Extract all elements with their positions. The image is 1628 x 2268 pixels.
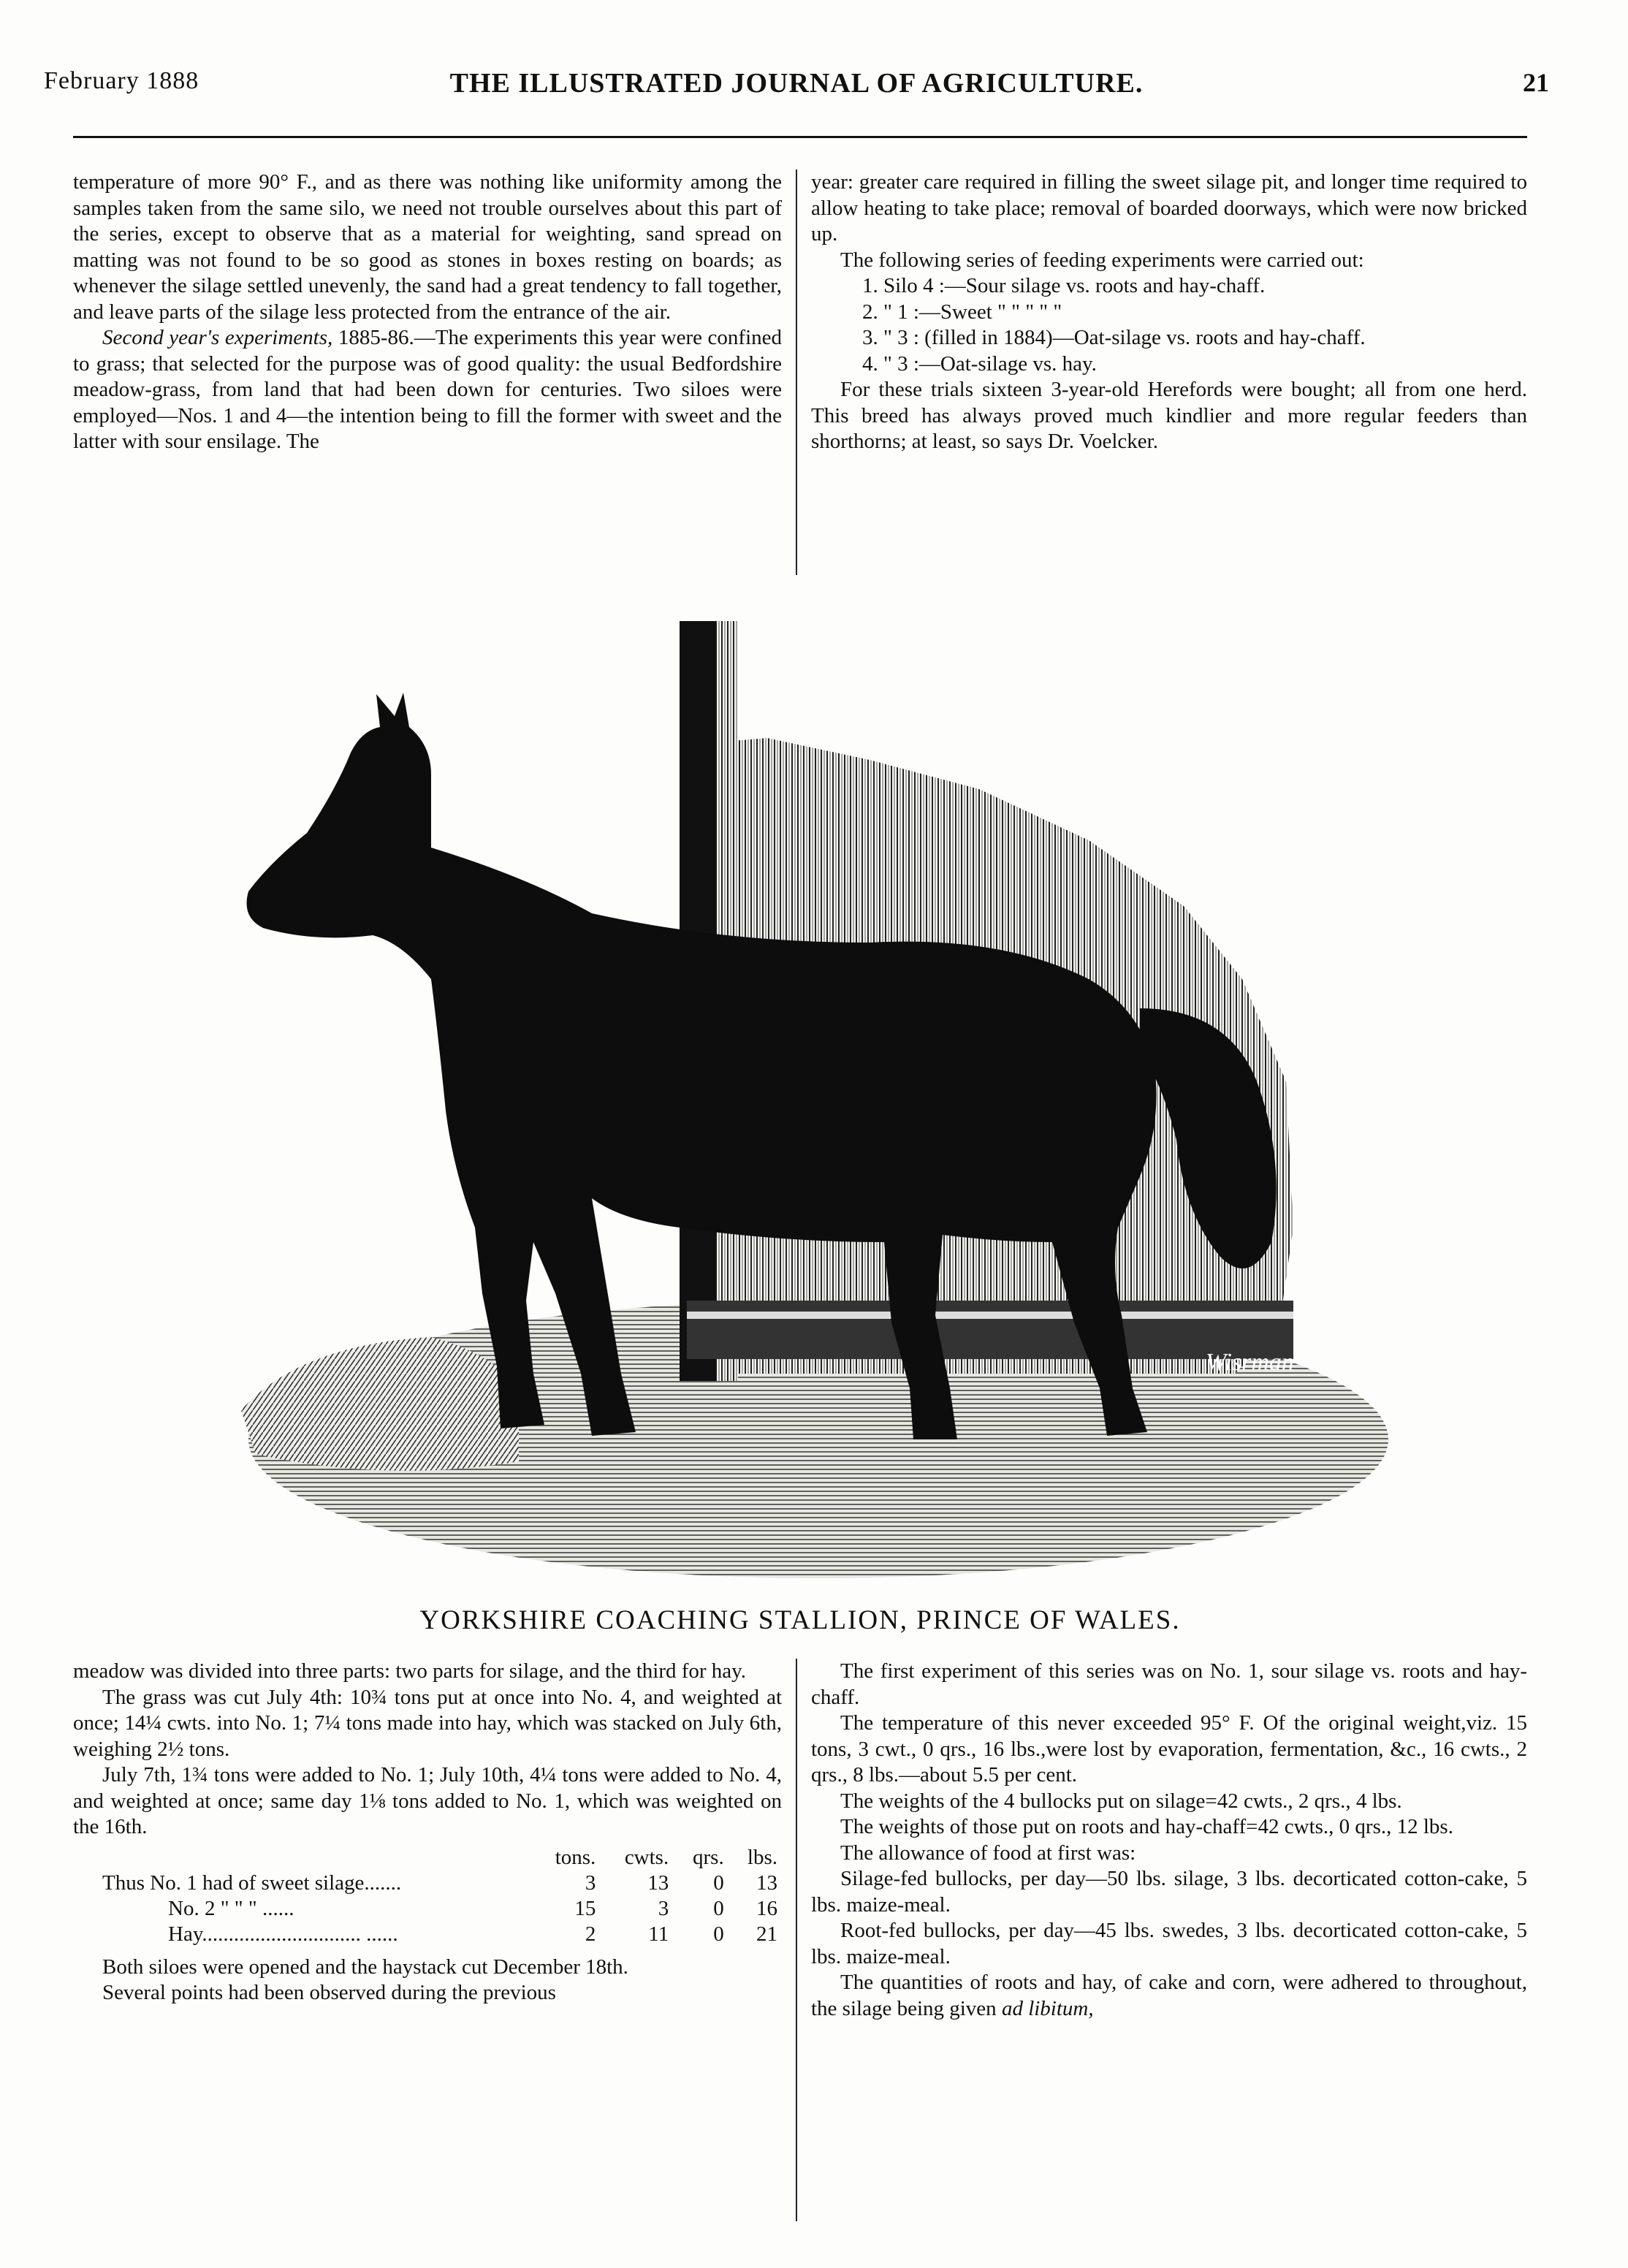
table-header-row (73, 1845, 782, 1871)
illustration-caption: YORKSHIRE COACHING STALLION, PRINCE OF WALES. (419, 1605, 1181, 1635)
column-rule (796, 1659, 797, 2221)
page-header (44, 67, 1549, 111)
engraver-signature: Wisrman (1206, 1349, 1294, 1376)
paragraph (811, 1970, 1527, 2022)
paragraph: The weights of the 4 bullocks put on silage=42 cwts., 2 qrs., 4 lbs. (840, 1789, 1402, 1813)
paragraph (73, 325, 782, 455)
paragraph: meadow was divided into three parts: two parts for silage, and the third for hay. (73, 1659, 747, 1683)
straw-pile (241, 1337, 519, 1471)
list-item: 1. Silo 4 :—Sour silage vs. roots and hay-chaff. (862, 274, 1266, 297)
table-cell: 3 (585, 1871, 596, 1895)
list-item: 2. " 1 :—Sweet " " " " " (862, 300, 1062, 324)
journal-title: THE ILLUSTRATED JOURNAL OF AGRICULTURE. (449, 68, 1144, 99)
table-row (73, 1922, 782, 1947)
paragraph: The allowance of food at first was: (840, 1841, 1136, 1865)
row-label: Hay.............................. ...... (168, 1922, 398, 1946)
italic-phrase: ad libitum, (1001, 1996, 1094, 2020)
column-rule (796, 170, 797, 575)
bottom-right-column (811, 1659, 1527, 2022)
table-cell: 0 (713, 1896, 724, 1920)
table-cell: 15 (574, 1896, 596, 1920)
paragraph: The temperature of this never exceeded 95° F. Of the original weight,viz. 15 tons, 3 cwt., 0 qrs., 16 lbs.,were lost by evaporation, fermentation, &c., 16 cwts., 2 qrs., 8 lbs.—about 5.5 per cent. (811, 1711, 1527, 1786)
paragraph: For these trials sixteen 3-year-old Herefords were bought; all from one herd. This breed has always proved much kindlier and more regular feeders than shorthorns; at least, so says Dr. Voelcker. (811, 378, 1527, 453)
list-item: 4. " 3 :—Oat-silage vs. hay. (862, 351, 1097, 376)
paragraph-text: 1885-86.—The experiments this year were confined to grass; that selected for the purpose was of good quality: the usual Bedfordshire meadow-grass, from land that had been down for centuries. Two siloes were employed—Nos. 1 and 4—the intention being to fill the former with sweet and the latter with sour ensilage. The (73, 326, 782, 453)
paragraph: Both siloes were opened and the haystack cut December 18th. (102, 1955, 628, 1979)
list-item: 3. " 3 : (filled in 1884)—Oat-silage vs. roots and hay-chaff. (862, 326, 1366, 349)
paragraph: year: greater care required in filling the sweet silage pit, and longer time required to allow heating to take place; removal of boarded doorways, which were now bricked up. (811, 170, 1527, 246)
paragraph: Several points had been observed during the previous (102, 1981, 556, 2004)
horse-illustration (212, 599, 1425, 1600)
paragraph: The first experiment of this series was on No. 1, sour silage vs. roots and hay-chaff. (811, 1659, 1527, 1709)
paragraph: Silage-fed bullocks, per day—50 lbs. silage, 3 lbs. decorticated cotton-cake, 5 lbs. maize-meal. (811, 1867, 1527, 1917)
table-cell: 0 (713, 1922, 724, 1946)
top-right-column (811, 170, 1527, 455)
paragraph: July 7th, 1¾ tons were added to No. 1; July 10th, 4¼ tons were added to No. 4, and weighted at once; same day 1⅛ tons added to No. 1, which was weighted on the 16th. (73, 1763, 782, 1838)
table-cell: 13 (756, 1871, 777, 1895)
table-cell: 2 (585, 1922, 596, 1946)
paragraph: Root-fed bullocks, per day—45 lbs. swedes, 3 lbs. decorticated cotton-cake, 5 lbs. maize-meal. (811, 1919, 1527, 1968)
base-board (687, 1301, 1293, 1359)
bottom-left-column (73, 1659, 782, 2006)
page-number: 21 (1523, 68, 1549, 97)
paragraph: The weights of those put on roots and hay-chaff=42 cwts., 0 qrs., 12 lbs. (840, 1815, 1453, 1838)
table-cell: 11 (648, 1922, 669, 1946)
paragraph: temperature of more 90° F., and as there was nothing like uniformity among the samples taken from the same silo, we need not trouble ourselves about this part of the series, except to observe that as a material for weighting, sand spread on matting was not found to be so good as stones in boxes resting on boards; as whenever the silage settled unevenly, the sand had a great tendency to fall together, and leave parts of the silage less protected from the entrance of the air. (73, 170, 782, 324)
table-cell: 13 (647, 1871, 669, 1895)
table-cell: 0 (713, 1871, 724, 1895)
top-left-column (73, 170, 782, 455)
experiment-list (811, 273, 1527, 377)
column-header: qrs. (693, 1845, 724, 1869)
italic-heading: Second year's experiments, (102, 326, 333, 349)
column-header: tons. (555, 1845, 596, 1869)
paragraph: The grass was cut July 4th: 10¾ tons put at once into No. 4, and weighted at once; 14¼ cwts. into No. 1; 7¼ tons made into hay, which was stacked on July 6th, weighing 2½ tons. (73, 1685, 782, 1761)
column-header: cwts. (624, 1845, 669, 1869)
row-label: No. 2 " " " ...... (168, 1896, 294, 1920)
silage-table (73, 1845, 782, 1947)
table-row (73, 1896, 782, 1922)
table-cell: 16 (756, 1896, 777, 1920)
table-row (73, 1871, 782, 1896)
table-cell: 21 (756, 1922, 777, 1946)
paragraph: The following series of feeding experiments were carried out: (840, 248, 1364, 272)
row-label: Thus No. 1 had of sweet silage....... (102, 1871, 402, 1895)
column-header: lbs. (747, 1845, 777, 1869)
table-cell: 3 (658, 1896, 669, 1920)
issue-date: February 1888 (44, 67, 199, 94)
header-rule (73, 136, 1527, 138)
paragraph-text: The quantities of roots and hay, of cake and corn, were adhered to throughout, the silage being given (811, 1971, 1527, 2020)
